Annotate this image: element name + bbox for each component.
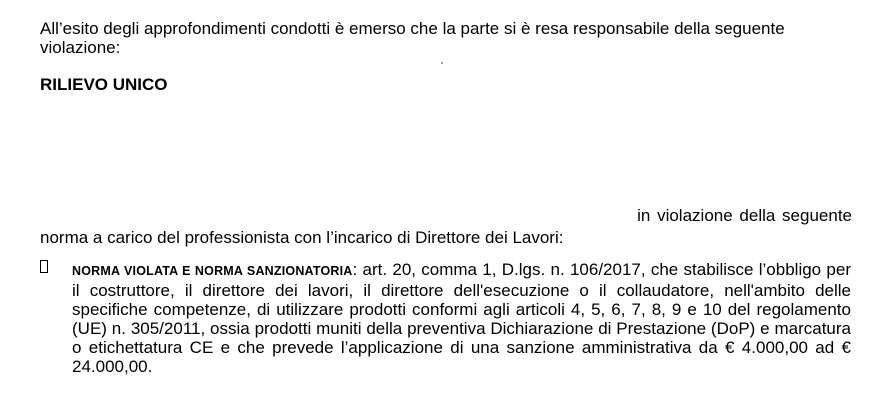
violation-fragment: in violazione della seguente bbox=[637, 206, 852, 225]
bullet-label-suffix: : bbox=[352, 260, 358, 279]
bullet-label: NORMA VIOLATA E NORMA SANZIONATORIA bbox=[72, 264, 353, 278]
norma-line: norma a carico del professionista con l’incarico di Direttore dei Lavori: bbox=[40, 228, 564, 247]
bullet-box-icon bbox=[40, 260, 48, 273]
bullet-body: art. 20, comma 1, D.lgs. n. 106/2017, che stabilisce l’obbligo per il costruttore, il direttore dei lavori, il direttore dell'esecuzione o il collaudatore, nell'ambito delle specifiche competenze, di utilizzare prodotti conformi agli articoli 4, 5, 6, 7, 8, 9 e 10 del regolamento (UE) n. 305/2011, ossia prodotti muniti della preventiva Dichiarazione di Prestazione (DoP) e marcatura o etichettatura CE e che prevede l’applicazione di una sanzione amministrativa da € 4.000,00 ad € 24.000,00. bbox=[72, 260, 851, 376]
section-heading: RILIEVO UNICO bbox=[40, 75, 168, 94]
intro-paragraph: All’esito degli approfondimenti condotti è emerso che la parte si è resa responsabile della seguente violazione: bbox=[40, 19, 785, 57]
scan-speck bbox=[441, 62, 443, 64]
bullet-text bbox=[72, 260, 851, 376]
